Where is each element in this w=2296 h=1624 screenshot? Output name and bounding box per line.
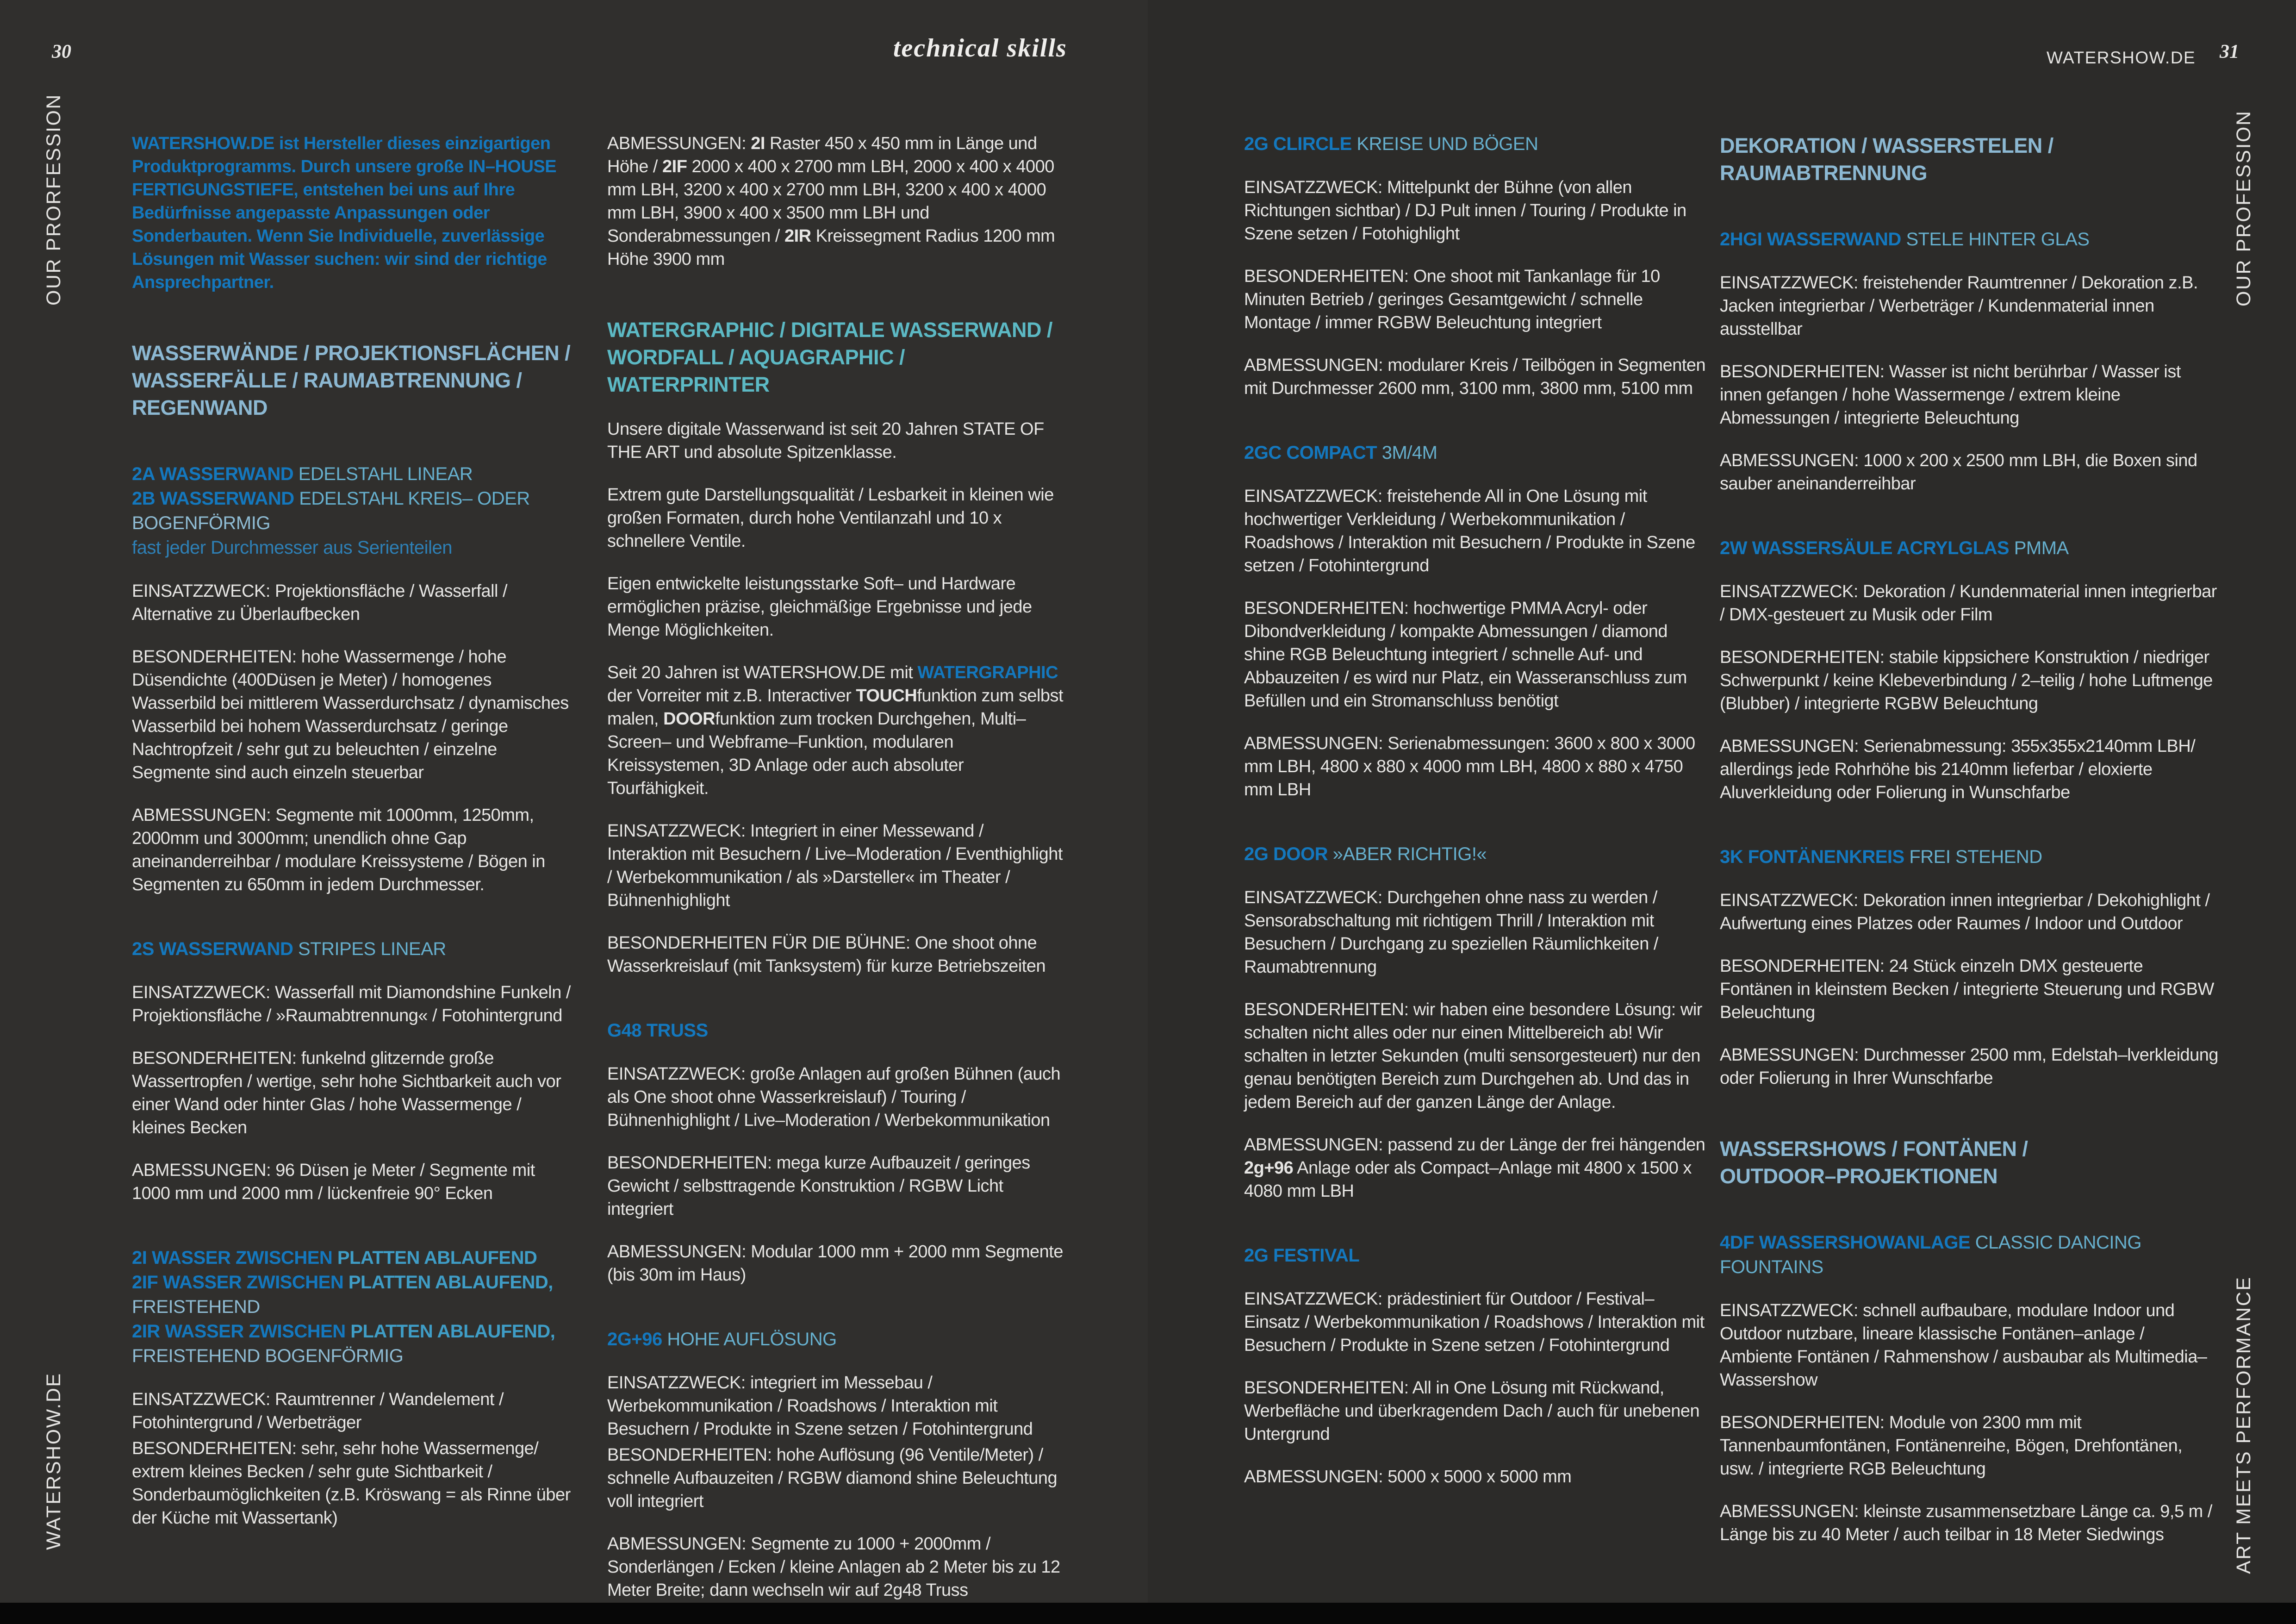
body-paragraph	[132, 981, 577, 1027]
body-paragraph	[607, 1443, 1068, 1513]
text-segment: 3K FONTÄNENKREIS	[1720, 847, 1904, 867]
brand-header: WATERSHOW.DE	[2047, 48, 2196, 67]
text-segment: BESONDERHEITEN: Wasser ist nicht berührbar / Wasser ist innen gefangen / hohe Wassermenge / extrem kleine Abmessungen / integrierte Beleuchtung	[1720, 362, 2181, 428]
text-segment: ABMESSUNGEN: Segmente mit 1000mm, 1250mm, 2000mm und 3000mm; unendlich ohne Gap aneinanderreihbar / modulare Kreissysteme / Bögen in Segmenten zu 650mm in jedem Durchmesser.	[132, 806, 545, 894]
text-segment: der Vorreiter mit z.B. Interactiver	[607, 686, 856, 706]
body-paragraph	[607, 483, 1068, 553]
text-segment: PLATTEN ABLAUFEND	[332, 1248, 537, 1268]
product-subheading-line	[132, 511, 577, 536]
body-paragraph	[1720, 360, 2219, 430]
body-paragraph	[607, 418, 1068, 464]
section-heading	[1720, 1135, 2219, 1190]
text-segment: Extrem gute Darstellungsqualität / Lesbarkeit in kleinen wie großen Formaten, durch hohe Ventilanzahl und 10 x schnellere Ventile.	[607, 485, 1054, 551]
vertical-label-left-bottom: WATERSHOW.DE	[43, 1372, 65, 1550]
text-column-1	[132, 132, 577, 1530]
section-heading-line: WASSERFÄLLE / RAUMABTRENNUNG /	[132, 369, 522, 392]
text-segment: 2I	[751, 134, 765, 153]
intro-paragraph: WATERSHOW.DE ist Hersteller dieses einzigartigen Produktprogramms. Durch unsere große IN–HOUSE FERTIGUNGSTIEFE, entstehen bei uns auf Ihre Bedürfnisse angepasste Anpassungen oder Sonderbauten. Wenn Sie Individuelle, zuverlässige Lösungen mit Wasser suchen: wir sind der richtige Ansprechpartner.	[132, 134, 557, 292]
product-subheading-line	[132, 462, 577, 487]
bottom-black-bar	[0, 1603, 2296, 1624]
body-paragraph	[607, 572, 1068, 642]
body-paragraph	[607, 1062, 1068, 1132]
body-paragraph	[1720, 735, 2219, 804]
product-subheading	[1244, 441, 1709, 465]
text-segment: FREISTEHEND BOGENFÖRMIG	[132, 1346, 404, 1366]
body-paragraph	[1244, 354, 1709, 400]
product-subheading	[1720, 1230, 2219, 1280]
text-column-3	[1244, 132, 1709, 1488]
text-segment: Unsere digitale Wasserwand ist seit 20 Jahren STATE OF THE ART und absolute Spitzenklasse.	[607, 419, 1044, 462]
text-segment: 2S WASSERWAND	[132, 939, 293, 959]
section-heading-line: WORDFALL / AQUAGRAPHIC / WATERPRINTER	[607, 345, 905, 396]
product-subheading	[132, 1246, 577, 1368]
text-segment: EINSATZZWECK: Mittelpunkt der Bühne (von allen Richtungen sichtbar) / DJ Pult innen / Touring / Produkte in Szene setzen / Fotohighlight	[1244, 178, 1686, 244]
body-paragraph	[1244, 886, 1709, 979]
text-segment: ABMESSUNGEN: Serienabmessungen: 3600 x 800 x 3000 mm LBH, 4800 x 880 x 4000 mm LBH, 4800 x 880 x 4750 mm LBH	[1244, 734, 1695, 800]
text-segment: Anlage oder als Compact–Anlage mit 4800 x 1500 x 4080 mm LBH	[1244, 1158, 1692, 1201]
text-segment: EINSATZZWECK: freistehender Raumtrenner / Dekoration z.B. Jacken integrierbar / Werbeträger / Kundenmaterial innen ausstellbar	[1720, 273, 2198, 339]
section-heading-line: DEKORATION / WASSERSTELEN /	[1720, 134, 2053, 157]
text-segment: BOGENFÖRMIG	[132, 513, 270, 533]
text-segment: 2000 x 400 x 2700 mm LBH, 2000 x 400 x 4000 mm LBH, 3200 x 400 x 2700 mm LBH, 3200 x 400 x 4000 mm LBH, 3900 x 400 x 3500 mm LBH und Sonderabmessungen /	[607, 157, 1054, 246]
product-subheading-line	[132, 1344, 577, 1368]
product-subheading-line	[607, 1018, 1068, 1043]
page-number-right: 31	[2220, 41, 2239, 62]
text-segment: ABMESSUNGEN: Modular 1000 mm + 2000 mm Segmente (bis 30m im Haus)	[607, 1242, 1063, 1285]
text-segment: FREISTEHEND	[132, 1297, 260, 1317]
text-segment: EINSATZZWECK: große Anlagen auf großen Bühnen (auch als One shoot ohne Wasserkreislauf) / Touring / Bühnenhighlight / Live–Moderation / Werbekommunikation	[607, 1064, 1061, 1130]
product-subheading	[132, 462, 577, 560]
text-segment: funktion zum selbst malen,	[607, 686, 1064, 729]
product-subheading-line	[132, 487, 577, 511]
vertical-label-left-top: OUR PRORFESSION	[43, 94, 65, 306]
text-segment: BESONDERHEITEN: One shoot mit Tankanlage für 10 Minuten Betrieb / geringes Gesamtgewicht / schnelle Montage / immer RGBW Beleuchtung integriert	[1244, 267, 1660, 332]
body-paragraph	[1720, 955, 2219, 1024]
body-paragraph	[132, 804, 577, 896]
text-segment: PLATTEN ABLAUFEND,	[343, 1272, 553, 1293]
text-segment: HOHE AUFLÖSUNG	[662, 1329, 837, 1349]
text-segment: 2GC COMPACT	[1244, 443, 1377, 463]
body-paragraph	[132, 580, 577, 626]
text-segment: ABMESSUNGEN: modularer Kreis / Teilbögen in Segmenten mit Durchmesser 2600 mm, 3100 mm, 3800 mm, 5100 mm	[1244, 356, 1706, 398]
product-subheading	[607, 1327, 1068, 1352]
text-segment: Kreissegment Radius 1200 mm Höhe 3900 mm	[607, 226, 1055, 269]
text-segment: BESONDERHEITEN: Module von 2300 mm mit Tannenbaumfontänen, Fontänenreihe, Bögen, Drehfontänen, usw. / integrierte RGB Beleuchtung	[1720, 1413, 2183, 1479]
product-subheading-line	[1244, 842, 1709, 867]
body-paragraph	[1244, 176, 1709, 245]
product-subheading-line	[1720, 1230, 2219, 1280]
body-paragraph	[1720, 449, 2219, 495]
text-segment: 2G CLIRCLE	[1244, 134, 1352, 154]
text-segment: PLATTEN ABLAUFEND,	[345, 1321, 555, 1342]
body-paragraph	[1720, 1043, 2219, 1090]
body-paragraph	[1244, 732, 1709, 801]
text-segment: »ABER RICHTIG!«	[1327, 844, 1487, 864]
text-segment: 2IR WASSER ZWISCHEN	[132, 1321, 346, 1342]
text-segment: BESONDERHEITEN: 24 Stück einzeln DMX gesteuerte Fontänen in kleinstem Becken / integrierte Steuerung und RGBW Beleuchtung	[1720, 956, 2214, 1022]
body-paragraph	[607, 132, 1068, 271]
text-column-2	[607, 132, 1068, 1602]
body-paragraph	[132, 1047, 577, 1139]
body-paragraph	[1244, 1287, 1709, 1357]
text-segment: Eigen entwickelte leistungsstarke Soft– und Hardware ermöglichen präzise, gleichmäßige Ergebnisse und jede Menge Möglichkeiten.	[607, 574, 1032, 640]
text-segment: ABMESSUNGEN: Segmente zu 1000 + 2000mm / Sonderlängen / Ecken / kleine Anlagen ab 2 Meter bis zu 12 Meter Breite; dann wechseln wir auf 2g48 Truss	[607, 1534, 1060, 1600]
product-subheading-line	[1244, 132, 1709, 156]
body-paragraph	[1720, 1411, 2219, 1480]
text-segment: TOUCH	[856, 686, 917, 706]
product-subheading-line	[607, 1327, 1068, 1352]
product-subheading	[1244, 132, 1709, 156]
body-paragraph	[132, 645, 577, 784]
body-paragraph	[607, 1532, 1068, 1602]
text-segment: 2IF	[662, 157, 687, 176]
product-subheading-line	[132, 1246, 577, 1270]
text-segment: funktion zum trocken Durchgehen, Multi–Screen– und Webframe–Funktion, modularen Kreissystemen, 3D Anlage oder auch absoluter Tourfähigkeit.	[607, 709, 1026, 798]
text-segment: BESONDERHEITEN: sehr, sehr hohe Wassermenge/ extrem kleines Becken / sehr gute Sichtbarkeit / Sonderbaumöglichkeiten (z.B. Kröswang = als Rinne über der Küche mit Wassertank)	[132, 1439, 571, 1528]
body-paragraph	[1244, 998, 1709, 1114]
text-segment: ABMESSUNGEN: kleinste zusammensetzbare Länge ca. 9,5 m / Länge bis zu 40 Meter / auch teilbar in 18 Meter Siedwings	[1720, 1502, 2212, 1544]
product-subheading-line	[132, 536, 577, 560]
text-segment: 2IF WASSER ZWISCHEN	[132, 1272, 344, 1293]
body-paragraph	[1720, 646, 2219, 715]
section-heading-line: REGENWAND	[132, 396, 268, 419]
text-segment: BESONDERHEITEN: hohe Wassermenge / hohe Düsendichte (400Düsen je Meter) / homogenes Wasserbild bei mittlerem Wasserdurchsatz / dynamisches Wasserbild bei hohem Wasserdurchsatz / geringe Nachtropfzeit / sehr gut zu beleuchten / einzelne Segmente sind auch einzeln steuerbar	[132, 647, 569, 782]
text-segment: BESONDERHEITEN: funkelnd glitzernde große Wassertropfen / wertige, sehr hohe Sichtbarkeit auch vor einer Wand oder hinter Glas / hohe Wassermenge / kleines Becken	[132, 1049, 561, 1137]
text-segment: WATERGRAPHIC	[917, 663, 1058, 682]
vertical-label-right-bottom: ART MEETS PERFORMANCE	[2233, 1276, 2255, 1574]
body-paragraph	[132, 1159, 577, 1205]
body-paragraph	[607, 931, 1068, 978]
text-segment: EINSATZZWECK: Durchgehen ohne nass zu werden / Sensorabschaltung mit richtigem Thrill / Interaktion mit Besuchern / Durchgang zu speziellen Räumlichkeiten / Raumabtrennung	[1244, 888, 1658, 977]
body-paragraph	[607, 1371, 1068, 1441]
text-segment: BESONDERHEITEN FÜR DIE BÜHNE: One shoot ohne Wasserkreislauf (mit Tanksystem) für kurze Betriebszeiten	[607, 933, 1046, 976]
body-paragraph	[1244, 265, 1709, 334]
body-paragraph	[1720, 889, 2219, 935]
text-segment: ABMESSUNGEN: 96 Düsen je Meter / Segmente mit 1000 mm und 2000 mm / lückenfreie 90° Ecken	[132, 1161, 535, 1203]
body-paragraph	[1720, 271, 2219, 341]
body-paragraph	[1244, 597, 1709, 712]
text-segment: ABMESSUNGEN: Durchmesser 2500 mm, Edelstah–lverkleidung oder Folierung in Ihrer Wunschfarbe	[1720, 1045, 2219, 1088]
text-segment: fast jeder Durchmesser aus Serienteilen	[132, 537, 452, 558]
body-paragraph	[1720, 1500, 2219, 1546]
text-segment: CLASSIC DANCING FOUNTAINS	[1720, 1232, 2142, 1277]
section-heading-line: RAUMABTRENNUNG	[1720, 161, 1927, 185]
body-paragraph	[1244, 1376, 1709, 1446]
text-segment: BESONDERHEITEN: mega kurze Aufbauzeit / geringes Gewicht / selbsttragende Konstruktion / RGBW Licht integriert	[607, 1153, 1030, 1219]
body-paragraph	[1244, 1133, 1709, 1203]
text-segment: G48 TRUSS	[607, 1020, 708, 1041]
body-paragraph	[1244, 485, 1709, 577]
body-paragraph	[1244, 1465, 1709, 1488]
vertical-label-right-top: OUR PROFESSION	[2233, 110, 2255, 306]
body-paragraph	[132, 1388, 577, 1434]
product-subheading	[132, 937, 577, 962]
text-segment: KREISE UND BÖGEN	[1351, 134, 1538, 154]
product-subheading	[1720, 227, 2219, 252]
page-number-left: 30	[52, 41, 71, 62]
text-segment: 2I WASSER ZWISCHEN	[132, 1248, 333, 1268]
text-segment: BESONDERHEITEN: hochwertige PMMA Acryl- oder Dibondverkleidung / kompakte Abmessungen / diamond shine RGB Beleuchtung integriert / schnelle Auf- und Abbauzeiten / es wird nur Platz, ein Wasseranschluss zum Befüllen und ein Stromanschluss benötigt	[1244, 599, 1687, 711]
text-segment: BESONDERHEITEN: All in One Lösung mit Rückwand, Werbefläche und überkragendem Dach / auch für unebenen Untergrund	[1244, 1378, 1700, 1444]
product-subheading-line	[1720, 536, 2219, 561]
text-segment: EDELSTAHL KREIS– ODER	[294, 488, 530, 509]
text-segment: EINSATZZWECK: Integriert in einer Messewand / Interaktion mit Besuchern / Live–Moderation / Eventhighlight / Werbekommunikation / als »Darsteller« im Theater / Bühnenhighlight	[607, 821, 1063, 910]
spread-title: technical skills	[893, 34, 1067, 62]
text-segment: BESONDERHEITEN: hohe Auflösung (96 Ventile/Meter) / schnelle Aufbauzeiten / RGBW diamond shine Beleuchtung voll integriert	[607, 1445, 1058, 1511]
product-subheading-line	[1720, 845, 2219, 869]
body-paragraph	[607, 819, 1068, 912]
body-paragraph	[607, 661, 1068, 800]
text-segment: ABMESSUNGEN: Serienabmessung: 355x355x2140mm LBH/ allerdings jede Rohrhöhe bis 2140mm lieferbar / eloxierte Aluverkleidung oder Folierung in Wunschfarbe	[1720, 737, 2196, 802]
text-segment: 2g+96	[1244, 1158, 1294, 1178]
text-segment: 3M/4M	[1377, 443, 1437, 463]
product-subheading-line	[132, 1295, 577, 1319]
text-segment: EINSATZZWECK: Dekoration innen integrierbar / Dekohighlight / Aufwertung eines Platzes oder Raumes / Indoor und Outdoor	[1720, 891, 2210, 933]
body-paragraph	[1720, 1299, 2219, 1392]
text-segment: EINSATZZWECK: Projektionsfläche / Wasserfall / Alternative zu Überlaufbecken	[132, 581, 508, 624]
product-subheading	[1244, 1243, 1709, 1268]
product-subheading-line	[1720, 227, 2219, 252]
section-heading-line: OUTDOOR–PROJEKTIONEN	[1720, 1164, 1998, 1188]
text-segment: BESONDERHEITEN: wir haben eine besondere Lösung: wir schalten nicht alles oder nur einen Mittelbereich ab! Wir schalten in letzter Sekunden (multi sensorgesteuert) nur den genau benötigten Bereich zum Durchgehen ab. Und das in jedem Bereich auf der ganzen Länge der Anlage.	[1244, 1000, 1702, 1112]
text-segment: 2IR	[784, 226, 811, 246]
product-subheading-line	[132, 1270, 577, 1295]
text-segment: EDELSTAHL LINEAR	[293, 464, 473, 484]
section-heading-line: WATERGRAPHIC / DIGITALE WASSERWAND /	[607, 318, 1053, 342]
text-segment: EINSATZZWECK: freistehende All in One Lösung mit hochwertiger Verkleidung / Werbekommunikation / Roadshows / Interaktion mit Besuchern / Produkte in Szene setzen / Fotohintergrund	[1244, 487, 1695, 575]
text-segment: 2G FESTIVAL	[1244, 1245, 1360, 1266]
text-segment: STELE HINTER GLAS	[1901, 229, 2090, 250]
text-segment: ABMESSUNGEN: 1000 x 200 x 2500 mm LBH, die Boxen sind sauber aneinanderreihbar	[1720, 451, 2197, 493]
body-paragraph	[607, 1240, 1068, 1287]
text-segment: EINSATZZWECK: schnell aufbaubare, modulare Indoor und Outdoor nutzbare, lineare klassische Fontänen–anlage / Ambiente Fontänen / Rahmenshow / ausbaubar als Multimedia–Wassershow	[1720, 1301, 2207, 1390]
body-paragraph	[1720, 580, 2219, 626]
section-heading	[1720, 132, 2219, 187]
section-heading-line: WASSERWÄNDE / PROJEKTIONSFLÄCHEN /	[132, 341, 571, 365]
text-segment: Seit 20 Jahren ist WATERSHOW.DE mit	[607, 663, 918, 682]
section-heading	[607, 316, 1068, 398]
product-subheading-line	[132, 1319, 577, 1344]
product-subheading-line	[1244, 1243, 1709, 1268]
text-segment: ABMESSUNGEN:	[607, 134, 751, 153]
text-column-4	[1720, 132, 2219, 1546]
text-segment: 2W WASSERSÄULE ACRYLGLAS	[1720, 538, 2010, 558]
text-segment: Raster 450 x 450 mm in Länge und Höhe /	[607, 134, 1037, 176]
text-segment: 2B WASSERWAND	[132, 488, 294, 509]
text-segment: EINSATZZWECK: prädestiniert für Outdoor / Festival–Einsatz / Werbekommunikation / Roadshows / Interaktion mit Besuchern / Produkte in Szene setzen / Fotohintergrund	[1244, 1289, 1705, 1355]
text-segment: 2G DOOR	[1244, 844, 1328, 864]
text-segment: PMMA	[2009, 538, 2069, 558]
body-paragraph	[607, 1151, 1068, 1221]
text-segment: STRIPES LINEAR	[293, 939, 446, 959]
text-segment: 2HGI WASSERWAND	[1720, 229, 1901, 250]
product-subheading	[1720, 536, 2219, 561]
text-segment: 2A WASSERWAND	[132, 464, 294, 484]
text-segment: EINSATZZWECK: Dekoration / Kundenmaterial innen integrierbar / DMX-gesteuert zu Musik oder Film	[1720, 582, 2217, 625]
section-heading-line: WASSERSHOWS / FONTÄNEN /	[1720, 1137, 2028, 1161]
product-subheading	[1244, 842, 1709, 867]
section-heading	[132, 339, 577, 421]
text-segment: EINSATZZWECK: Raumtrenner / Wandelement / Fotohintergrund / Werbeträger	[132, 1390, 504, 1432]
text-segment: BESONDERHEITEN: stabile kippsichere Konstruktion / niedriger Schwerpunkt / keine Klebeverbindung / 2–teilig / hohe Luftmenge (Blubber) / integrierte RGBW Beleuchtung	[1720, 648, 2213, 713]
text-segment: FREI STEHEND	[1904, 847, 2042, 867]
product-subheading-line	[132, 937, 577, 962]
product-subheading-line	[1244, 441, 1709, 465]
body-paragraph	[132, 1437, 577, 1530]
text-segment: ABMESSUNGEN: 5000 x 5000 x 5000 mm	[1244, 1467, 1572, 1487]
product-subheading	[607, 1018, 1068, 1043]
text-segment: 4DF WASSERSHOWANLAGE	[1720, 1232, 1971, 1253]
text-segment: EINSATZZWECK: integriert im Messebau / Werbekommunikation / Roadshows / Interaktion mit Besuchern / Produkte in Szene setzen / Fotohintergrund	[607, 1373, 1033, 1439]
text-segment: ABMESSUNGEN: passend zu der Länge der frei hängenden	[1244, 1135, 1705, 1155]
product-subheading	[1720, 845, 2219, 869]
text-segment: 2G+96	[607, 1329, 662, 1349]
text-segment: EINSATZZWECK: Wasserfall mit Diamondshine Funkeln / Projektionsfläche / »Raumabtrennung« / Fotohintergrund	[132, 983, 571, 1025]
text-segment: DOOR	[663, 709, 716, 729]
